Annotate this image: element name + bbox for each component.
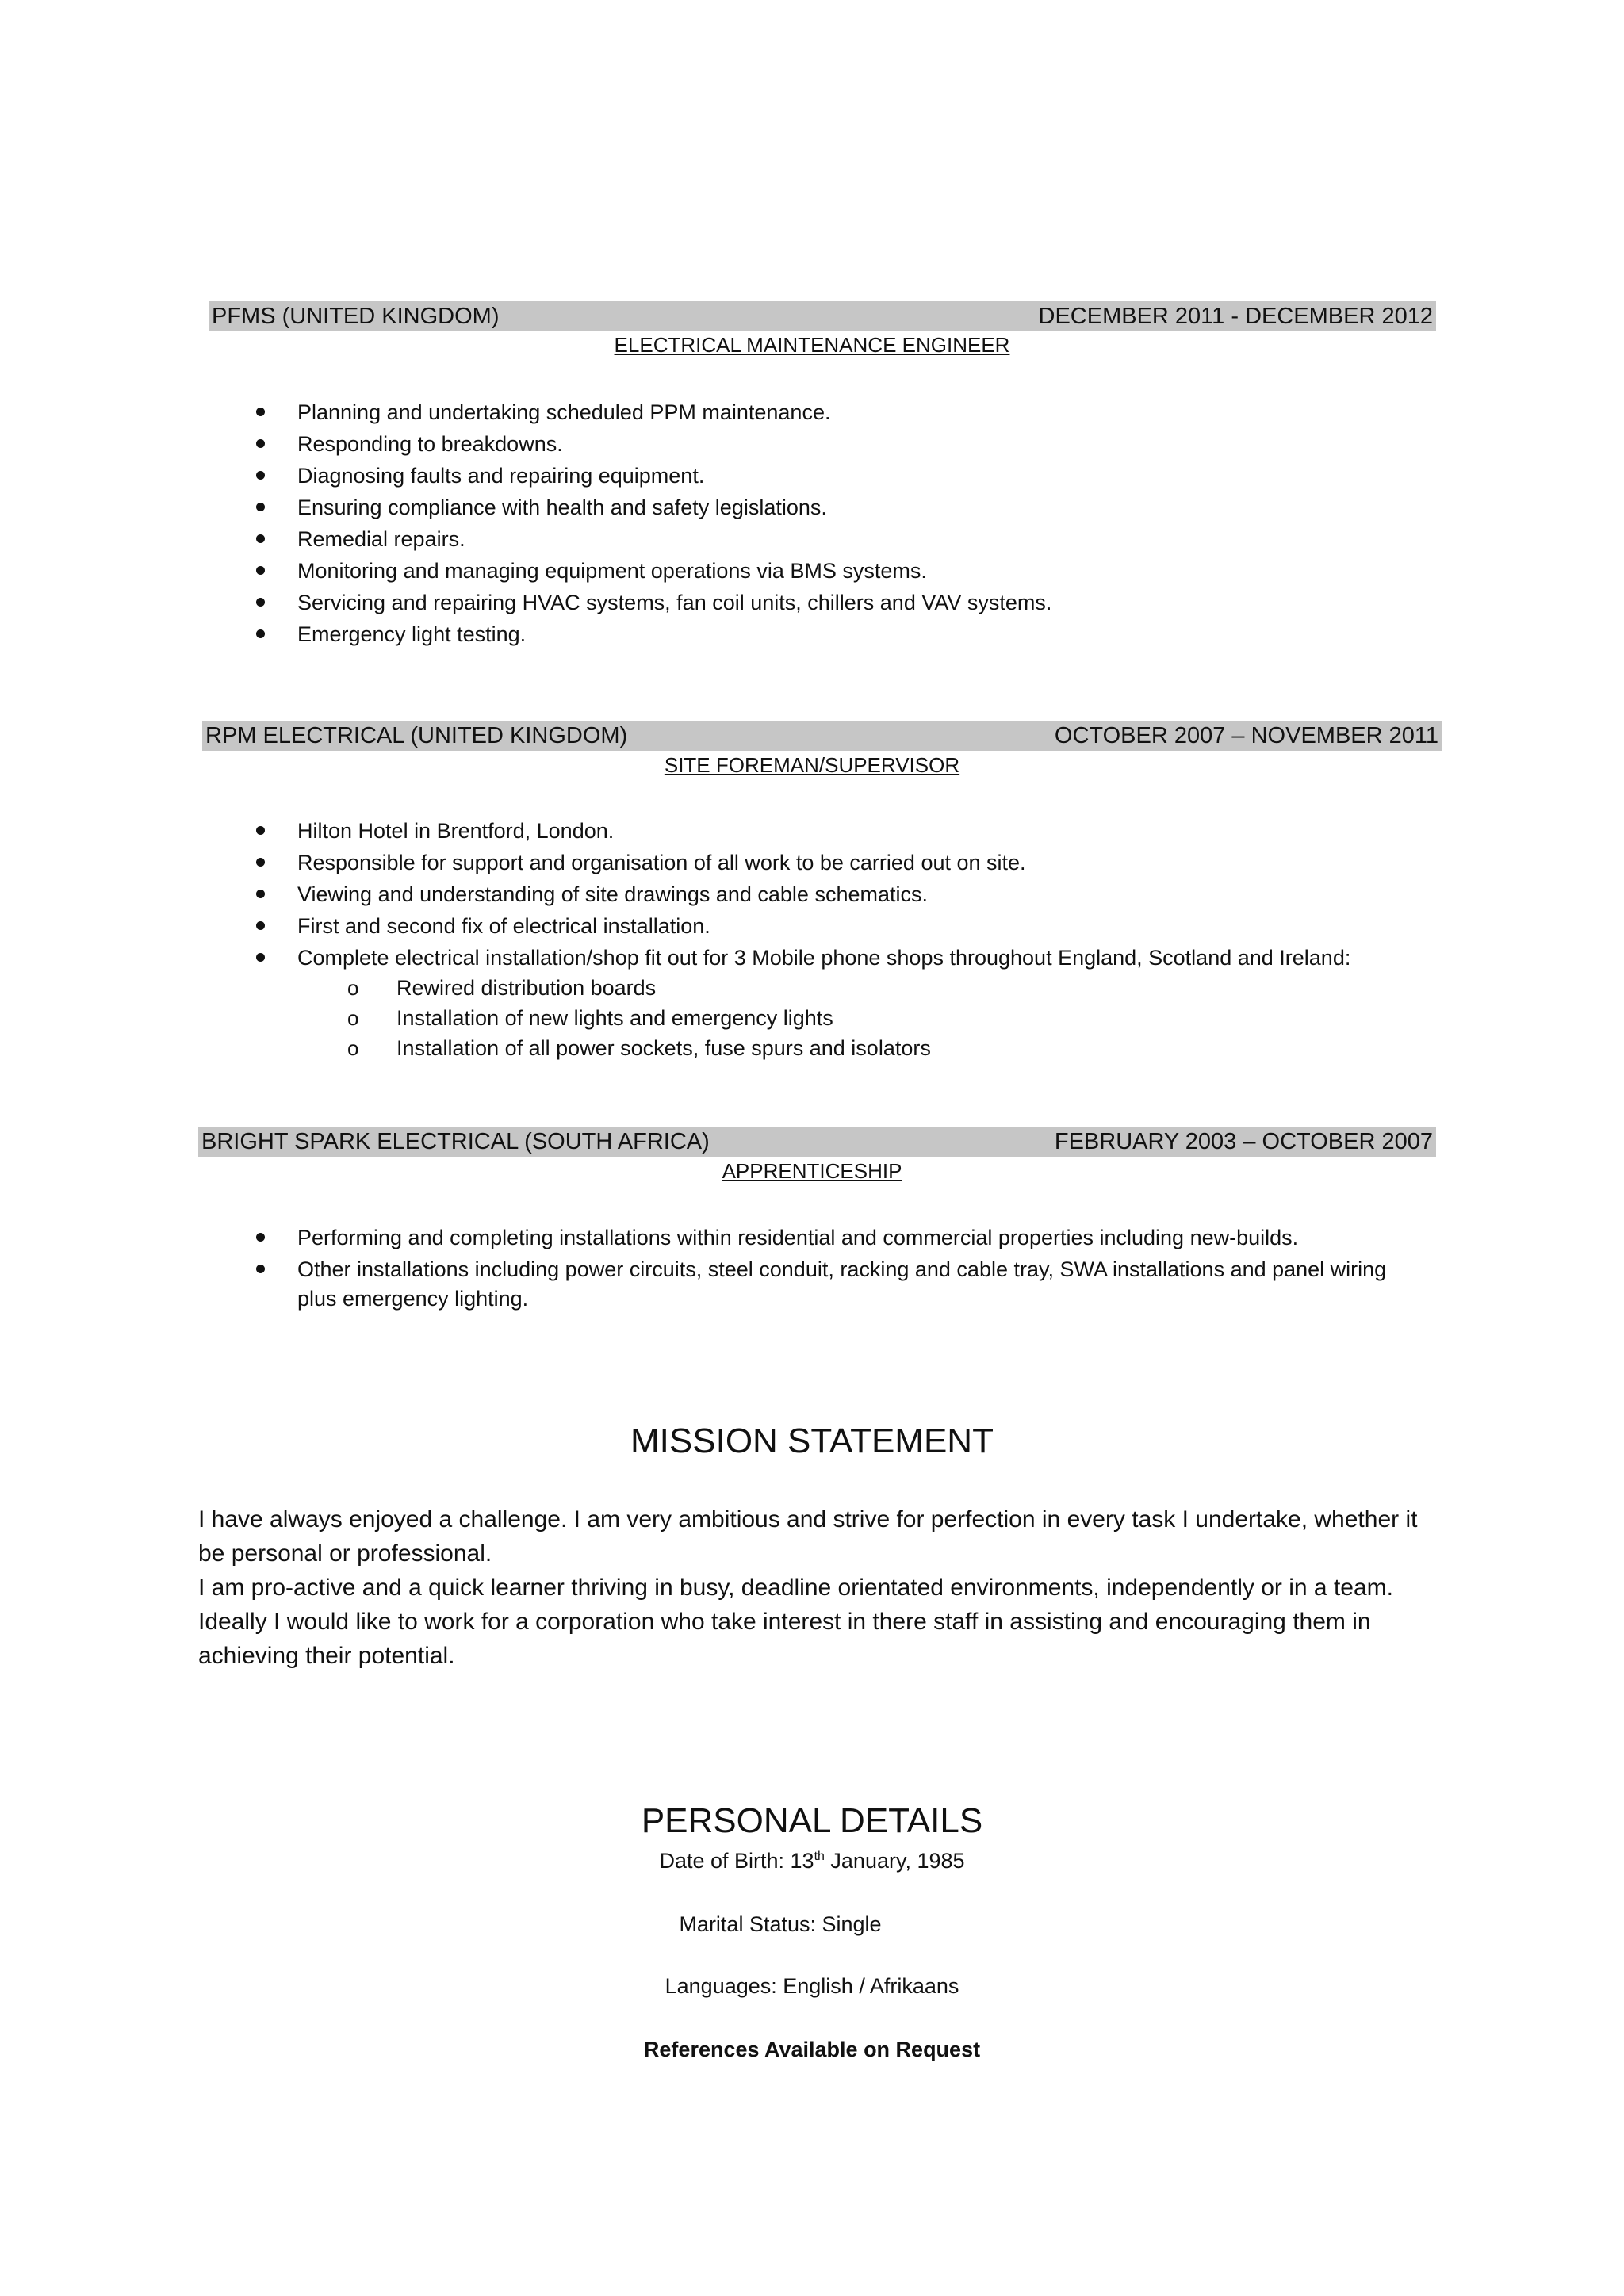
circle-bullet-icon: o [347, 1006, 359, 1030]
job-title: ELECTRICAL MAINTENANCE ENGINEER [614, 333, 1010, 357]
bullet-icon [256, 629, 265, 638]
list-item: Responsible for support and organisation of all work to be carried out on site. [297, 848, 1447, 880]
references-note: References Available on Request [643, 2038, 981, 2061]
list-item: Viewing and understanding of site drawings and cable schematics. [297, 880, 1447, 912]
personal-details-heading: PERSONAL DETAILS [641, 1801, 983, 1840]
list-item: Remedial repairs. [297, 525, 1431, 557]
duties-list [297, 817, 1447, 975]
marital-status: Marital Status: Single [679, 1912, 882, 1936]
list-item: Servicing and repairing HVAC systems, fan coil units, chillers and VAV systems. [297, 588, 1431, 620]
list-item: Complete electrical installation/shop fit out for 3 Mobile phone shops throughout England, Scotland and Ireland: [297, 943, 1447, 975]
bullet-icon [256, 503, 265, 511]
languages: Languages: English / Afrikaans [665, 1974, 959, 1998]
company-name: RPM ELECTRICAL (UNITED KINGDOM) [205, 722, 628, 748]
job-header-rpm [202, 721, 1442, 751]
list-item: Ensuring compliance with health and safety legislations. [297, 493, 1431, 525]
job-header-pfms [209, 301, 1436, 331]
bullet-icon [256, 534, 265, 543]
bullet-icon [256, 890, 265, 898]
list-item: Diagnosing faults and repairing equipment. [297, 461, 1431, 493]
bullet-icon [256, 598, 265, 607]
company-name: PFMS (UNITED KINGDOM) [212, 303, 500, 329]
bullet-icon [256, 566, 265, 575]
sub-duties-list [347, 974, 1348, 1064]
job-header-bright-spark [198, 1127, 1436, 1157]
list-item: o Installation of all power sockets, fuse spurs and isolators [396, 1034, 1348, 1064]
company-name: BRIGHT SPARK ELECTRICAL (SOUTH AFRICA) [201, 1128, 710, 1154]
job-title: SITE FOREMAN/SUPERVISOR [664, 753, 960, 777]
employment-dates: OCTOBER 2007 – NOVEMBER 2011 [1054, 722, 1438, 748]
list-item: o Installation of new lights and emergency lights [396, 1004, 1348, 1034]
duties-list [297, 1223, 1431, 1317]
mission-statement [198, 1502, 1435, 1673]
bullet-icon [256, 471, 265, 480]
list-item: Other installations including power circuits, steel conduit, racking and cable tray, SWA installations and panel wiring plus emergency lighting. [297, 1255, 1423, 1314]
mission-paragraph: I have always enjoyed a challenge. I am very ambitious and strive for perfection in every task I undertake, whether it be personal or professional. [198, 1506, 1418, 1567]
duties-list [297, 398, 1431, 652]
mission-paragraph: I am pro-active and a quick learner thriving in busy, deadline orientated environments, independently or in a team. Ideally I would like to work for a corporation who take interest in there staff in assisting and encouraging them in achieving their potential. [198, 1575, 1393, 1669]
circle-bullet-icon: o [347, 1036, 359, 1060]
list-item: Performing and completing installations within residential and commercial properties including new-builds. [297, 1223, 1431, 1255]
employment-dates: DECEMBER 2011 - DECEMBER 2012 [1038, 303, 1433, 329]
bullet-icon [256, 953, 265, 962]
list-item: Hilton Hotel in Brentford, London. [297, 817, 1447, 848]
list-item: Responding to breakdowns. [297, 430, 1431, 461]
bullet-icon [256, 858, 265, 867]
bullet-icon [256, 1233, 265, 1242]
list-item: First and second fix of electrical installation. [297, 912, 1447, 943]
circle-bullet-icon: o [347, 976, 359, 1000]
list-item: o Rewired distribution boards [396, 974, 1348, 1004]
list-item: Emergency light testing. [297, 620, 1431, 652]
bullet-icon [256, 439, 265, 448]
mission-heading: MISSION STATEMENT [630, 1422, 994, 1460]
bullet-icon [256, 408, 265, 416]
bullet-icon [256, 921, 265, 930]
employment-dates: FEBRUARY 2003 – OCTOBER 2007 [1054, 1128, 1433, 1154]
bullet-icon [256, 826, 265, 835]
job-title: APPRENTICESHIP [722, 1159, 902, 1183]
date-of-birth: Date of Birth: 13th January, 1985 [659, 1849, 965, 1873]
list-item: Monitoring and managing equipment operations via BMS systems. [297, 557, 1431, 588]
bullet-icon [256, 1265, 265, 1273]
list-item: Planning and undertaking scheduled PPM maintenance. [297, 398, 1431, 430]
